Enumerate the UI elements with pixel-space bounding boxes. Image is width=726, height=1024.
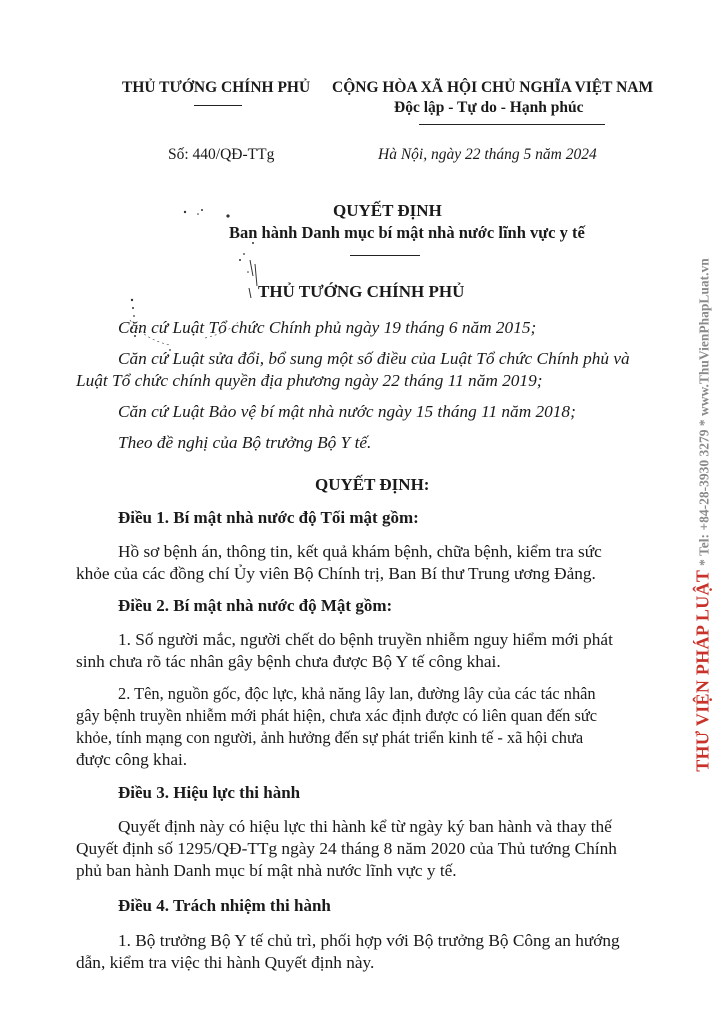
article-3-text-line-3: phủ ban hành Danh mục bí mật nhà nước lĩnh vực y tế.: [76, 861, 457, 880]
legal-basis-3: Căn cứ Luật Bảo vệ bí mật nhà nước ngày 15 tháng 11 năm 2018;: [118, 402, 576, 421]
article-2-clause-2-line-4: được công khai.: [76, 750, 188, 769]
article-3-text-line-2: Quyết định số 1295/QĐ-TTg ngày 24 tháng 8 năm 2020 của Thủ tướng Chính: [76, 839, 617, 858]
issuer-underline: [194, 105, 242, 106]
proposal-basis: Theo đề nghị của Bộ trưởng Bộ Y tế.: [118, 433, 372, 452]
title-underline: [350, 255, 420, 256]
document-subject: Ban hành Danh mục bí mật nhà nước lĩnh vực y tế: [229, 223, 585, 242]
legal-basis-2-line-2: Luật Tổ chức chính quyền địa phương ngày 22 tháng 11 năm 2019;: [76, 371, 543, 390]
article-4-title: Điều 4. Trách nhiệm thi hành: [118, 896, 331, 915]
article-1-text-line-2: khỏe của các đồng chí Ủy viên Bộ Chính trị, Ban Bí thư Trung ương Đảng.: [76, 564, 596, 583]
document-title: QUYẾT ĐỊNH: [333, 201, 442, 220]
article-2-clause-2-line-1: 2. Tên, nguồn gốc, độc lực, khả năng lây lan, đường lây của các tác nhân: [118, 684, 596, 703]
country-name: CỘNG HÒA XÃ HỘI CHỦ NGHĨA VIỆT NAM: [332, 79, 654, 96]
article-2-title: Điều 2. Bí mật nhà nước độ Mật gồm:: [118, 596, 393, 615]
watermark-brand: THƯ VIỆN PHÁP LUẬT: [692, 569, 713, 772]
watermark: [693, 258, 714, 772]
article-2-clause-2-line-2: gây bệnh truyền nhiễm mới phát hiện, chưa xác định được có liên quan đến sức: [76, 706, 597, 725]
article-4-clause-1-line-1: 1. Bộ trưởng Bộ Y tế chủ trì, phối hợp với Bộ trưởng Bộ Công an hướng: [118, 931, 620, 950]
article-3-title: Điều 3. Hiệu lực thi hành: [118, 783, 301, 802]
article-4-clause-1-line-2: dẫn, kiểm tra việc thi hành Quyết định này.: [76, 953, 375, 972]
article-1-text-line-1: Hồ sơ bệnh án, thông tin, kết quả khám bệnh, chữa bệnh, kiểm tra sức: [118, 542, 602, 561]
national-motto: Độc lập - Tự do - Hạnh phúc: [394, 99, 584, 116]
issuer-name: THỦ TƯỚNG CHÍNH PHỦ: [122, 79, 311, 96]
authority-heading: THỦ TƯỚNG CHÍNH PHỦ: [258, 282, 465, 301]
article-2-clause-1-line-1: 1. Số người mắc, người chết do bệnh truyền nhiễm nguy hiểm mới phát: [118, 630, 613, 649]
motto-underline: [419, 124, 605, 125]
legal-basis-2-line-1: Căn cứ Luật sửa đổi, bổ sung một số điều của Luật Tổ chức Chính phủ và: [118, 349, 630, 368]
article-3-text-line-1: Quyết định này có hiệu lực thi hành kể từ ngày ký ban hành và thay thế: [118, 817, 612, 836]
article-2-clause-1-line-2: sinh chưa rõ tác nhân gây bệnh chưa được Bộ Y tế công khai.: [76, 652, 501, 671]
legal-basis-1: Căn cứ Luật Tổ chức Chính phủ ngày 19 tháng 6 năm 2015;: [118, 318, 537, 337]
watermark-contact: * Tel: +84-28-3930 3279 * www.ThuVienPhapLuat.vn: [696, 258, 712, 566]
article-1-title: Điều 1. Bí mật nhà nước độ Tối mật gồm:: [118, 508, 419, 527]
decision-heading: QUYẾT ĐỊNH:: [315, 475, 430, 494]
place-and-date: Hà Nội, ngày 22 tháng 5 năm 2024: [378, 146, 597, 163]
article-2-clause-2-line-3: khỏe, tính mạng con người, ảnh hưởng đến sự phát triển kinh tế - xã hội chưa: [76, 728, 584, 747]
document-number: Số: 440/QĐ-TTg: [168, 146, 275, 163]
